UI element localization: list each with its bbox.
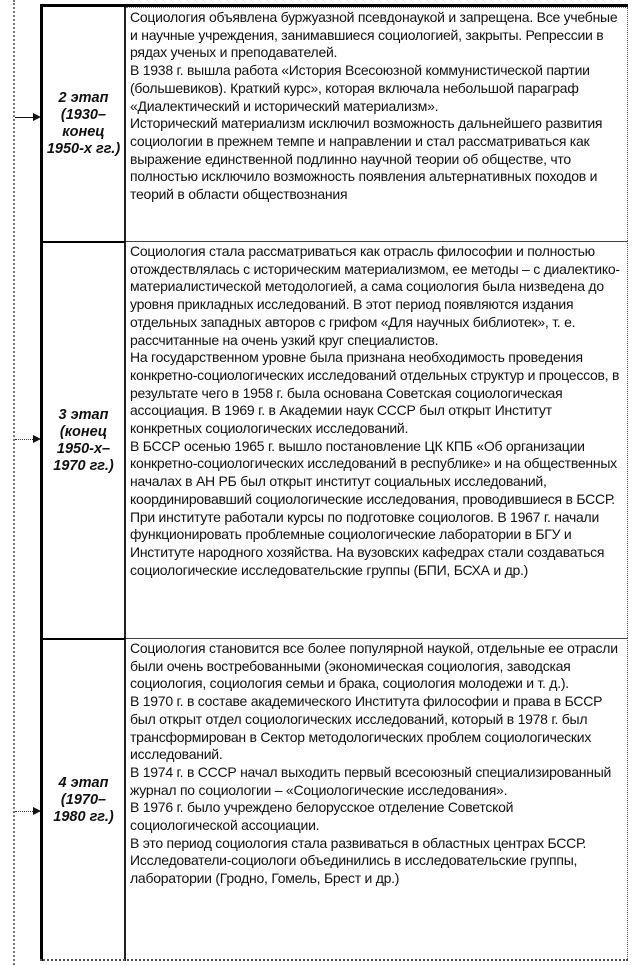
stage-number: 3 этап: [58, 406, 109, 423]
stage-period: конец: [62, 124, 105, 140]
stage-period: (конец: [59, 423, 108, 440]
stage-description: [126, 638, 628, 961]
stage-period: (1970–: [60, 792, 107, 808]
arrow-to-stage-4: [15, 811, 37, 812]
paragraph: Социология объявлена буржуазной псевдонаукой и запрещена. Все учебные и научные учреждения, занимавшиеся социологией, закрыты. Репрессии в рядах ученых и преподавателей.: [130, 9, 618, 61]
paragraph: На государственном уровне была признана необходимость проведения конкретно-социологических исследований отдельных структур и процессов, в результате чего в 1958 г. была основана Советская социологическая ассоциация. В 1969 г. в Академии наук СССР был открыт Институт конкретных социологических исследований.: [130, 349, 620, 437]
stage-number: 2 этап: [58, 90, 109, 106]
arrow-to-stage-3: [15, 439, 37, 440]
paragraph: В 1976 г. было учреждено белорусское отделение Советской социологической ассоциации.: [130, 799, 514, 834]
stage-row-4: [40, 638, 628, 961]
paragraph: В 1974 г. в СССР начал выходить первый всесоюзный специализированный журнал по социологии – «Социологические исследования».: [130, 763, 612, 798]
arrow-to-stage-2: [15, 117, 37, 118]
table-bottom-border: [40, 959, 628, 961]
stage-period: (1930–: [60, 107, 107, 123]
paragraph: В 1938 г. вышла работа «История Всесоюзной коммунистической партии (большевиков). Краткий курс», которая включала небольшой параграф «Диалектический и исторический материализм».: [130, 62, 590, 114]
stage-period: 1950-х гг.): [46, 141, 121, 157]
paragraph: Социология стала рассматриваться как отрасль философии и полностью отождествлялась с историческим материализмом, ее методы – с диалектико-материалистической методологией, а сама социология была низведена до уровня прикладных исследований. В этот период появляются издания отдельных западных авторов с грифом «Для научных библиотек», т. е. рассчитанные на очень узкий круг специалистов.: [130, 243, 620, 348]
stage-period: 1980 гг.): [53, 809, 114, 825]
paragraph: Исторический материализм исключил возможность дальнейшего развития социологии в прежнем темпе и направлении и стал рассматриваться как выражение единственной подлинно научной теории об обществе, что полностью исключило возможность появления альтернативных походов и теорий в области обществознания: [130, 115, 603, 203]
paragraph: В БССР осенью 1965 г. вышло постановление ЦК КПБ «Об организации конкретно-социологических исследований в республике» и на общественных началах в АН РБ был открыт институт социальных исследований, координировавший социологические исследования, проводившиеся в БССР. При институте работали курсы по подготовке социологов. В 1967 г. начали функционировать проблемные социологические лаборатории в БГУ и Институте народного хозяйства. На вузовских кафедрах стали создаваться социологические исследовательские группы (БПИ, БСХА и др.): [130, 437, 617, 578]
paragraph: Социология становится все более популярной наукой, отдельные ее отрасли были очень востребованными (экономическая социология, заводская социология, социология семьи и брака, социология молодежи и т. д.).: [130, 640, 618, 692]
stage-period: 1970 гг.): [53, 457, 114, 474]
stage-description: [126, 241, 628, 638]
stage-label: [40, 638, 126, 961]
stage-description: [126, 7, 628, 241]
stage-label: [40, 241, 126, 638]
stage-label: [40, 7, 126, 241]
sociology-stages-table: [40, 4, 628, 961]
stage-number: 4 этап: [58, 775, 109, 791]
stage-row-3: [40, 241, 628, 638]
paragraph: В 1970 г. в составе академического Института философии и права в БССР был открыт отдел социологических исследований, который в 1978 г. был трансформирован в Сектор методологических проблем социологических исследований.: [130, 693, 603, 763]
stage-period: 1950-х–: [56, 440, 111, 457]
paragraph: В это период социология стала развиваться в областных центрах БССР. Исследователи-социологи объединились в исследовательские группы, лаборатории (Гродно, Гомель, Брест и др.): [130, 834, 587, 887]
timeline-connector-line: [13, 0, 15, 965]
stage-row-2: [40, 4, 628, 241]
